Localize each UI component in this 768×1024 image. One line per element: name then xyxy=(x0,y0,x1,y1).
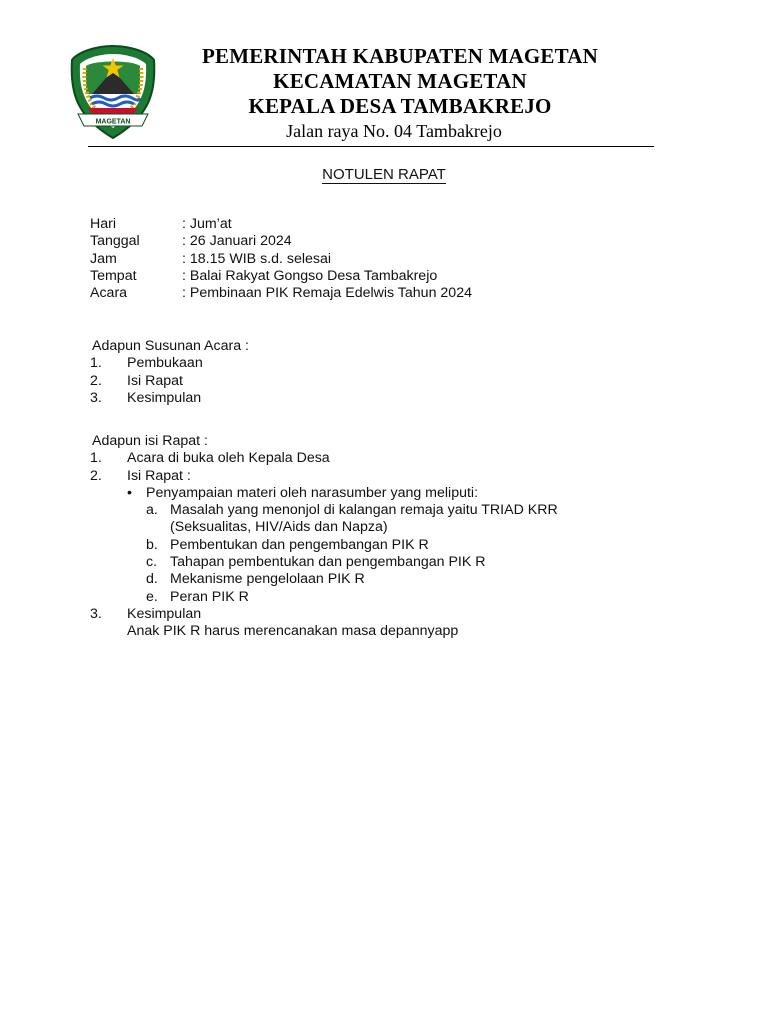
info-row-day: Hari : Jum’at xyxy=(90,216,232,232)
sub-list-item: c. Tahapan pembentukan dan pengembangan PIK R xyxy=(146,554,486,571)
info-row-time: Jam : 18.15 WIB s.d. selesai xyxy=(90,250,332,267)
letterhead xyxy=(0,0,768,150)
svg-text:MAGETAN: MAGETAN xyxy=(95,118,131,126)
sub-list-item-continuation: (Seksualitas, HIV/Aids dan Napza) xyxy=(170,519,388,536)
meeting-info xyxy=(90,216,472,302)
sub-list-item: a. Masalah yang menonjol di kalangan remaja yaitu TRIAD KRR xyxy=(146,502,558,519)
bullet-icon: • xyxy=(127,484,132,501)
agenda-section xyxy=(92,338,249,407)
list-item: 3. Kesimpulan xyxy=(90,605,202,622)
office-name: KEPALA DESA TAMBAKREJO xyxy=(248,94,552,118)
letterhead-divider xyxy=(88,146,654,147)
content-heading: Adapun isi Rapat : xyxy=(92,433,208,449)
list-item: 2. Isi Rapat xyxy=(90,372,183,389)
info-row-place: Tempat : Balai Rakyat Gongso Desa Tambakrejo xyxy=(90,267,438,284)
sub-list-item: b. Pembentukan dan pengembangan PIK R xyxy=(146,536,429,553)
conclusion-text: Anak PIK R harus merencanakan masa depannyapp xyxy=(127,623,459,640)
document-title: NOTULEN RAPAT xyxy=(322,166,446,183)
sub-list-item: e. Peran PIK R xyxy=(146,588,249,605)
government-name: PEMERINTAH KABUPATEN MAGETAN xyxy=(201,44,599,68)
list-item: 1. Acara di buka oleh Kepala Desa xyxy=(90,450,330,467)
info-row-date: Tanggal : 26 Januari 2024 xyxy=(90,233,292,250)
district-name: KECAMATAN MAGETAN xyxy=(273,69,527,93)
letterhead-text xyxy=(150,44,650,144)
sub-list-item: d. Mekanisme pengelolaan PIK R xyxy=(146,571,365,588)
agenda-heading: Adapun Susunan Acara : xyxy=(92,338,249,354)
meeting-content-section xyxy=(92,433,558,641)
list-item: 3. Kesimpulan xyxy=(90,389,202,406)
info-row-event: Acara : Pembinaan PIK Remaja Edelwis Tahun 2024 xyxy=(90,285,472,302)
office-address: Jalan raya No. 04 Tambakrejo xyxy=(286,121,502,141)
list-item: 2. Isi Rapat : xyxy=(90,467,191,484)
list-item: 1. Pembukaan xyxy=(90,355,203,372)
bullet-item: • Penyampaian materi oleh narasumber yang meliputi: xyxy=(127,484,479,501)
